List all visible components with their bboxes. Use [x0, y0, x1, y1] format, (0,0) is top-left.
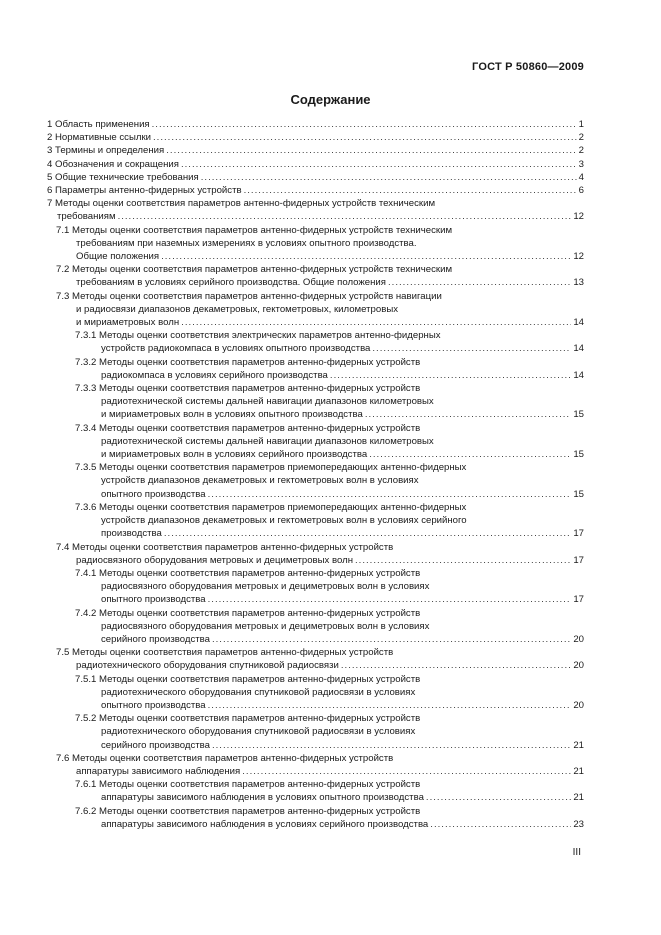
toc-leader-dots — [208, 699, 572, 712]
toc-entry-text: 7.3.5 Методы оценки соответствия параметров приемопередающих антенно-фидерных — [75, 462, 467, 474]
toc-leader-dots — [242, 765, 571, 778]
toc-entry-line — [75, 620, 584, 633]
toc-entry-line — [75, 712, 584, 725]
toc-entry-text: серийного производства — [101, 633, 210, 645]
toc-entry — [47, 197, 584, 223]
toc-leader-dots — [201, 171, 577, 184]
toc-leader-dots — [355, 554, 571, 567]
toc-entry — [47, 118, 584, 131]
toc-leader-dots — [372, 342, 571, 355]
toc-entry-line — [75, 673, 584, 686]
toc-entry — [47, 171, 584, 184]
toc-page-number: 15 — [573, 449, 584, 461]
toc-entry-line — [56, 316, 584, 329]
toc-entry-text: Общие положения — [76, 251, 160, 263]
toc-page-number: 15 — [573, 409, 584, 421]
toc-entry-line — [75, 461, 584, 474]
toc-entry-text: 3 Термины и определения — [47, 145, 165, 157]
toc-entry-text: производства — [101, 528, 162, 540]
toc-entry — [47, 461, 584, 501]
toc-entry-line — [75, 580, 584, 593]
toc-leader-dots — [365, 408, 572, 421]
toc-entry-line — [75, 369, 584, 382]
toc-entry-text: 7.4.1 Методы оценки соответствия параметров антенно-фидерных устройств — [75, 567, 421, 579]
toc-entry — [47, 224, 584, 264]
toc-entry-text: 1 Область применения — [47, 119, 150, 130]
toc-entry-text: аппаратуры зависимого наблюдения — [76, 765, 241, 777]
toc-page-number: 14 — [573, 369, 584, 381]
toc-entry — [47, 567, 584, 607]
toc-leader-dots — [388, 276, 571, 289]
toc-entry-text: радиотехнической системы дальней навигации диапазонов километровых — [101, 396, 434, 408]
toc-entry — [47, 646, 584, 672]
toc-entry-line — [56, 276, 584, 289]
toc-entry-text: 7 Методы оценки соответствия параметров антенно-фидерных устройств техническим — [47, 198, 436, 210]
toc-entry-text: 7.3.3 Методы оценки соответствия параметров антенно-фидерных устройств — [75, 383, 421, 395]
toc-entry-line — [56, 554, 584, 567]
toc-page-number: 17 — [573, 528, 584, 540]
toc-entry-line — [75, 778, 584, 791]
toc-entry-line — [75, 435, 584, 448]
toc-leader-dots — [212, 739, 571, 752]
toc-leader-dots — [181, 158, 577, 171]
toc-entry-line — [75, 791, 584, 804]
toc-entry-line — [47, 197, 584, 210]
toc-page-number: 12 — [573, 211, 584, 223]
toc-entry-text: аппаратуры зависимого наблюдения в условиях серийного производства — [101, 818, 429, 830]
toc-entry-text: 7.5.1 Методы оценки соответствия параметров антенно-фидерных устройств — [75, 673, 421, 685]
toc-entry-line — [47, 171, 584, 184]
toc-entry-line — [56, 303, 584, 316]
toc-entry-line — [75, 382, 584, 395]
toc-entry-text: опытного производства — [101, 488, 206, 500]
toc-leader-dots — [181, 316, 571, 329]
toc-page-number: 14 — [573, 317, 584, 329]
toc-leader-dots — [164, 527, 571, 540]
toc-entry — [47, 144, 584, 157]
toc-entry-text: 6 Параметры антенно-фидерных устройств — [47, 185, 242, 197]
toc-page-number: 12 — [573, 251, 584, 263]
toc-page-number: 21 — [573, 792, 584, 804]
toc-entry-line — [75, 488, 584, 501]
toc-page-number: 21 — [573, 765, 584, 777]
toc-entry — [47, 329, 584, 355]
toc-page-number: 15 — [573, 488, 584, 500]
toc-entry-line — [75, 356, 584, 369]
toc-entry-text: 4 Обозначения и сокращения — [47, 158, 179, 170]
toc-leader-dots — [153, 131, 577, 144]
toc-entry-line — [47, 184, 584, 197]
toc-entry-line — [47, 210, 584, 223]
toc-entry-text: требованиям при наземных измерениях в условиях опытного производства. — [76, 237, 417, 249]
toc-entry-text: радиотехнического оборудования спутниковой радиосвязи — [76, 660, 339, 672]
toc-entry-text: радиосвязного оборудования метровых и дециметровых волн в условиях — [101, 581, 430, 593]
toc-entry-text: и радиосвязи диапазонов декаметровых, гектометровых, километровых — [76, 303, 399, 315]
toc-entry-text: радиосвязного оборудования метровых и дециметровых волн в условиях — [101, 620, 430, 632]
toc-leader-dots — [330, 369, 571, 382]
toc-entry-text: 7.5 Методы оценки соответствия параметров антенно-фидерных устройств — [56, 647, 394, 659]
toc-page-number: 23 — [573, 818, 584, 830]
toc-entry — [47, 263, 584, 289]
toc-entry-line — [75, 527, 584, 540]
toc-leader-dots — [118, 210, 572, 223]
toc-entry-line — [75, 474, 584, 487]
toc-page-number: 2 — [578, 145, 584, 157]
toc-entry-text: требованиям в условиях серийного производства. Общие положения — [76, 277, 386, 289]
toc-entry-text: радиотехнической системы дальней навигации диапазонов километровых — [101, 435, 434, 447]
toc-entry-text: и мириаметровых волн — [76, 317, 180, 329]
toc-leader-dots — [369, 448, 571, 461]
toc-entry-text: 7.3.2 Методы оценки соответствия параметров антенно-фидерных устройств — [75, 356, 421, 368]
toc-entry-line — [75, 686, 584, 699]
page-number: III — [572, 847, 581, 858]
toc-entry-text: радиотехнического оборудования спутниковой радиосвязи в условиях — [101, 726, 416, 738]
toc-entry-line — [75, 633, 584, 646]
toc-leader-dots — [212, 633, 571, 646]
toc-entry-text: 7.3 Методы оценки соответствия параметров антенно-фидерных устройств навигации — [56, 290, 442, 302]
toc-page-number: 17 — [573, 554, 584, 566]
toc-entry-text: 7.2 Методы оценки соответствия параметров антенно-фидерных устройств техническим — [56, 264, 453, 276]
toc-entry — [47, 158, 584, 171]
toc-page-number: 14 — [573, 343, 584, 355]
page-title: Содержание — [290, 92, 371, 107]
toc-entry-line — [56, 541, 584, 554]
table-of-contents — [47, 118, 584, 831]
toc-entry-text: и мириаметровых волн в условиях опытного производства — [101, 409, 363, 421]
toc-entry-text: 7.4 Методы оценки соответствия параметров антенно-фидерных устройств — [56, 541, 394, 553]
toc-entry-text: 7.4.2 Методы оценки соответствия параметров антенно-фидерных устройств — [75, 607, 421, 619]
toc-entry — [47, 356, 584, 382]
toc-entry — [47, 541, 584, 567]
toc-entry-text: требованиям — [57, 211, 116, 223]
toc-page-number: 20 — [573, 660, 584, 672]
toc-entry-text: 7.1 Методы оценки соответствия параметров антенно-фидерных устройств техническим — [56, 224, 453, 236]
toc-entry-line — [75, 699, 584, 712]
toc-entry-line — [56, 237, 584, 250]
toc-entry-text: радиотехнического оборудования спутниковой радиосвязи в условиях — [101, 686, 416, 698]
toc-entry-line — [75, 739, 584, 752]
toc-entry-line — [47, 131, 584, 144]
toc-page-number: 4 — [578, 171, 584, 183]
toc-entry-line — [56, 263, 584, 276]
toc-entry-line — [56, 290, 584, 303]
toc-entry-text: опытного производства — [101, 699, 206, 711]
toc-entry-line — [75, 395, 584, 408]
toc-entry-text: радиокомпаса в условиях серийного производства — [101, 369, 328, 381]
toc-entry — [47, 501, 584, 541]
toc-leader-dots — [152, 118, 577, 131]
toc-entry-line — [75, 567, 584, 580]
toc-page-number: 3 — [578, 158, 584, 170]
toc-entry-line — [47, 144, 584, 157]
toc-leader-dots — [430, 818, 571, 831]
toc-entry-line — [75, 408, 584, 421]
toc-entry-text: 5 Общие технические требования — [47, 171, 199, 183]
toc-entry-text: устройств диапазонов декаметровых и гектометровых волн в условиях серийного — [101, 515, 467, 527]
toc-page-number: 17 — [573, 594, 584, 606]
toc-entry-text: устройств радиокомпаса в условиях опытного производства — [101, 343, 371, 355]
toc-entry-text: серийного производства — [101, 739, 210, 751]
toc-entry — [47, 290, 584, 330]
toc-entry-line — [75, 448, 584, 461]
toc-entry — [47, 184, 584, 197]
document-code: ГОСТ Р 50860—2009 — [472, 61, 584, 73]
toc-leader-dots — [244, 184, 577, 197]
toc-leader-dots — [341, 659, 571, 672]
toc-entry-line — [75, 725, 584, 738]
toc-entry-line — [47, 118, 584, 131]
toc-entry-line — [56, 659, 584, 672]
toc-page-number: 13 — [573, 277, 584, 289]
toc-leader-dots — [161, 250, 571, 263]
toc-entry-text: 7.6 Методы оценки соответствия параметров антенно-фидерных устройств — [56, 752, 394, 764]
toc-entry-line — [75, 805, 584, 818]
toc-entry-text: 2 Нормативные ссылки — [47, 132, 152, 144]
toc-entry-line — [75, 607, 584, 620]
toc-entry-text: опытного производства — [101, 594, 206, 606]
toc-entry-line — [56, 224, 584, 237]
toc-page-number: 20 — [573, 633, 584, 645]
toc-entry-text: 7.5.2 Методы оценки соответствия параметров антенно-фидерных устройств — [75, 713, 421, 725]
toc-entry-line — [56, 646, 584, 659]
toc-entry-line — [75, 342, 584, 355]
toc-page-number: 1 — [578, 119, 584, 130]
toc-entry-text: радиосвязного оборудования метровых и дециметровых волн — [76, 554, 353, 566]
toc-leader-dots — [208, 488, 572, 501]
toc-entry-text: 7.6.2 Методы оценки соответствия параметров антенно-фидерных устройств — [75, 805, 421, 817]
toc-page-number: 21 — [573, 739, 584, 751]
toc-page-number: 2 — [578, 132, 584, 144]
toc-leader-dots — [208, 593, 572, 606]
toc-entry-line — [56, 250, 584, 263]
toc-entry — [47, 131, 584, 144]
toc-entry-text: 7.3.1 Методы оценки соответствия электрических параметров антенно-фидерных — [75, 330, 441, 342]
toc-entry-line — [47, 158, 584, 171]
toc-entry — [47, 673, 584, 713]
toc-entry-line — [75, 514, 584, 527]
toc-entry — [47, 382, 584, 422]
toc-entry — [47, 778, 584, 804]
toc-entry-line — [75, 422, 584, 435]
toc-entry-text: аппаратуры зависимого наблюдения в условиях опытного производства — [101, 792, 424, 804]
toc-entry-text: 7.3.6 Методы оценки соответствия параметров приемопередающих антенно-фидерных — [75, 501, 467, 513]
toc-entry — [47, 712, 584, 752]
toc-entry-line — [56, 752, 584, 765]
toc-entry — [47, 805, 584, 831]
toc-entry-line — [75, 818, 584, 831]
toc-entry-line — [75, 593, 584, 606]
toc-entry — [47, 607, 584, 647]
toc-entry-line — [75, 501, 584, 514]
toc-page-number: 6 — [578, 185, 584, 197]
toc-entry-text: 7.6.1 Методы оценки соответствия параметров антенно-фидерных устройств — [75, 779, 421, 791]
toc-entry-line — [75, 329, 584, 342]
toc-leader-dots — [166, 144, 576, 157]
toc-entry — [47, 752, 584, 778]
toc-entry-text: устройств диапазонов декаметровых и гектометровых волн в условиях — [101, 475, 419, 487]
toc-entry-text: и мириаметровых волн в условиях серийного производства — [101, 449, 368, 461]
toc-entry-line — [56, 765, 584, 778]
toc-entry-text: 7.3.4 Методы оценки соответствия параметров антенно-фидерных устройств — [75, 422, 421, 434]
toc-leader-dots — [426, 791, 571, 804]
toc-entry — [47, 422, 584, 462]
toc-page-number: 20 — [573, 699, 584, 711]
